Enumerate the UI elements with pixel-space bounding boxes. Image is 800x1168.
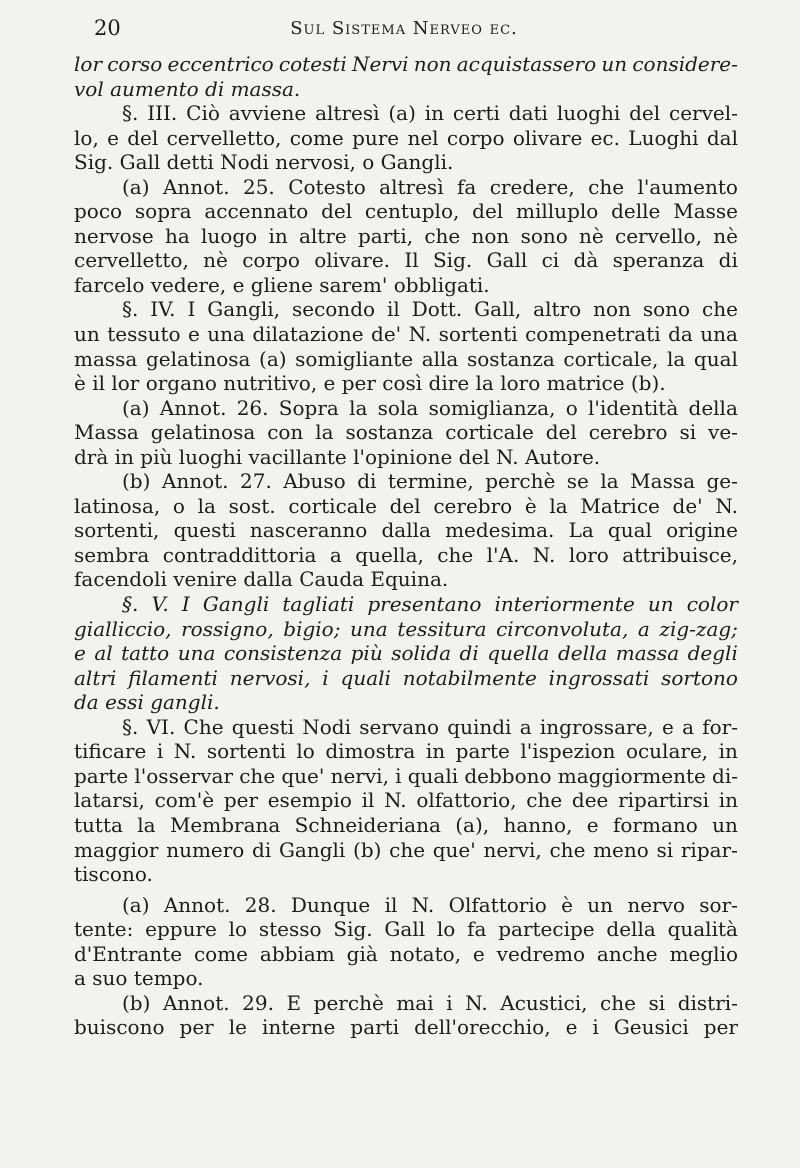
paragraph (74, 175, 738, 298)
text-line: lor corso eccentrico cotesti Nervi non acquistassero un considere- (74, 52, 738, 76)
text-line: d'Entrante come abbiam già notato, e vedremo anche meglio (74, 941, 738, 966)
text-line: farcelo vedere, e gliene sarem' obbligati. (74, 272, 490, 297)
text-line: §. VI. Che questi Nodi servano quindi a ingrossare, e a for- (122, 714, 738, 739)
page-header (74, 16, 734, 50)
text-line: cervelletto, nè corpo olivare. Il Sig. Gall ci dà speranza di (74, 248, 738, 273)
text-line: sembra contraddittoria a quella, che l'A. N. loro attribuisce, (74, 542, 738, 567)
paragraph (74, 991, 738, 1040)
text-line: (a) Annot. 26. Sopra la sola somiglianza, o l'identità della (122, 395, 738, 420)
text-line: e al tatto una consistenza più solida di quella della massa degli (74, 641, 738, 666)
running-title: Sul Sistema Nerveo ec. (290, 18, 518, 39)
text-line: §. IV. I Gangli, secondo il Dott. Gall, altro non sono che (122, 297, 738, 322)
text-line: Massa gelatinosa con la sostanza corticale del cerebro si ve- (74, 420, 738, 445)
text-line: a suo tempo. (74, 966, 204, 991)
text-line: tente: eppure lo stesso Sig. Gall lo fa partecipe della qualità (74, 917, 738, 942)
text-line: gialliccio, rossigno, bigio; una tessitura circonvoluta, a zig-zag; (74, 616, 738, 641)
text-line: è il lor organo nutritivo, e per così dire la loro matrice (b). (74, 371, 666, 396)
paragraph (74, 396, 738, 470)
text-line: da essi gangli. (74, 690, 220, 715)
text-line: parte l'osservar che que' nervi, i quali debbono maggiormente di- (74, 763, 738, 788)
text-line: vol aumento di massa. (74, 76, 301, 101)
text-line: §. V. I Gangli tagliati presentano interiormente un color (122, 592, 738, 617)
text-line: tificare i N. sortenti lo dimostra in parte l'ispezion oculare, in (74, 739, 738, 764)
text-line: maggior numero di Gangli (b) che que' nervi, che meno si ripar- (74, 837, 738, 862)
text-line: altri filamenti nervosi, i quali notabilmente ingrossati sortono (74, 665, 738, 690)
paragraph (74, 893, 738, 991)
text-line: lo, e del cervelletto, come pure nel corpo olivare ec. Luoghi dal (74, 125, 738, 150)
paragraph (74, 592, 738, 715)
paragraph (74, 469, 738, 592)
text-line: un tessuto e una dilatazione de' N. sortenti compenetrati da una (74, 322, 738, 347)
paragraph (74, 52, 738, 101)
text-line: poco sopra accennato del centuplo, del milluplo delle Masse (74, 199, 738, 224)
text-line: Sig. Gall detti Nodi nervosi, o Gangli. (74, 150, 454, 175)
body-text (74, 52, 738, 1040)
text-line: §. III. Ciò avviene altresì (a) in certi dati luoghi del cervel- (122, 101, 738, 126)
text-line: drà in più luoghi vacillante l'opinione del N. Autore. (74, 444, 601, 469)
text-line: buiscono per le interne parti dell'orecchio, e i Geusici per (74, 1015, 738, 1040)
text-line: facendoli venire dalla Cauda Equina. (74, 567, 449, 592)
text-line: (b) Annot. 27. Abuso di termine, perchè se la Massa ge- (122, 469, 738, 494)
text-line: (a) Annot. 28. Dunque il N. Olfattorio è un nervo sor- (122, 892, 738, 917)
paragraph (74, 715, 738, 887)
text-line: (b) Annot. 29. E perchè mai i N. Acustici, che si distri- (122, 990, 738, 1015)
text-line: latarsi, com'è per esempio il N. olfattorio, che dee ripartirsi in (74, 788, 738, 813)
paragraph (74, 101, 738, 175)
text-line: nervose ha luogo in altre parti, che non sono nè cervello, nè (74, 223, 738, 248)
text-line: (a) Annot. 25. Cotesto altresì fa credere, che l'aumento (122, 174, 738, 199)
text-line: tiscono. (74, 862, 153, 887)
page-number: 20 (94, 16, 121, 40)
text-line: sortenti, questi nasceranno dalla medesima. La qual origine (74, 518, 738, 543)
text-line: tutta la Membrana Schneideriana (a), hanno, e formano un (74, 812, 738, 837)
text-line: massa gelatinosa (a) somigliante alla sostanza corticale, la qual (74, 346, 738, 371)
text-line: latinosa, o la sost. corticale del cerebro è la Matrice de' N. (74, 493, 738, 518)
paragraph (74, 297, 738, 395)
